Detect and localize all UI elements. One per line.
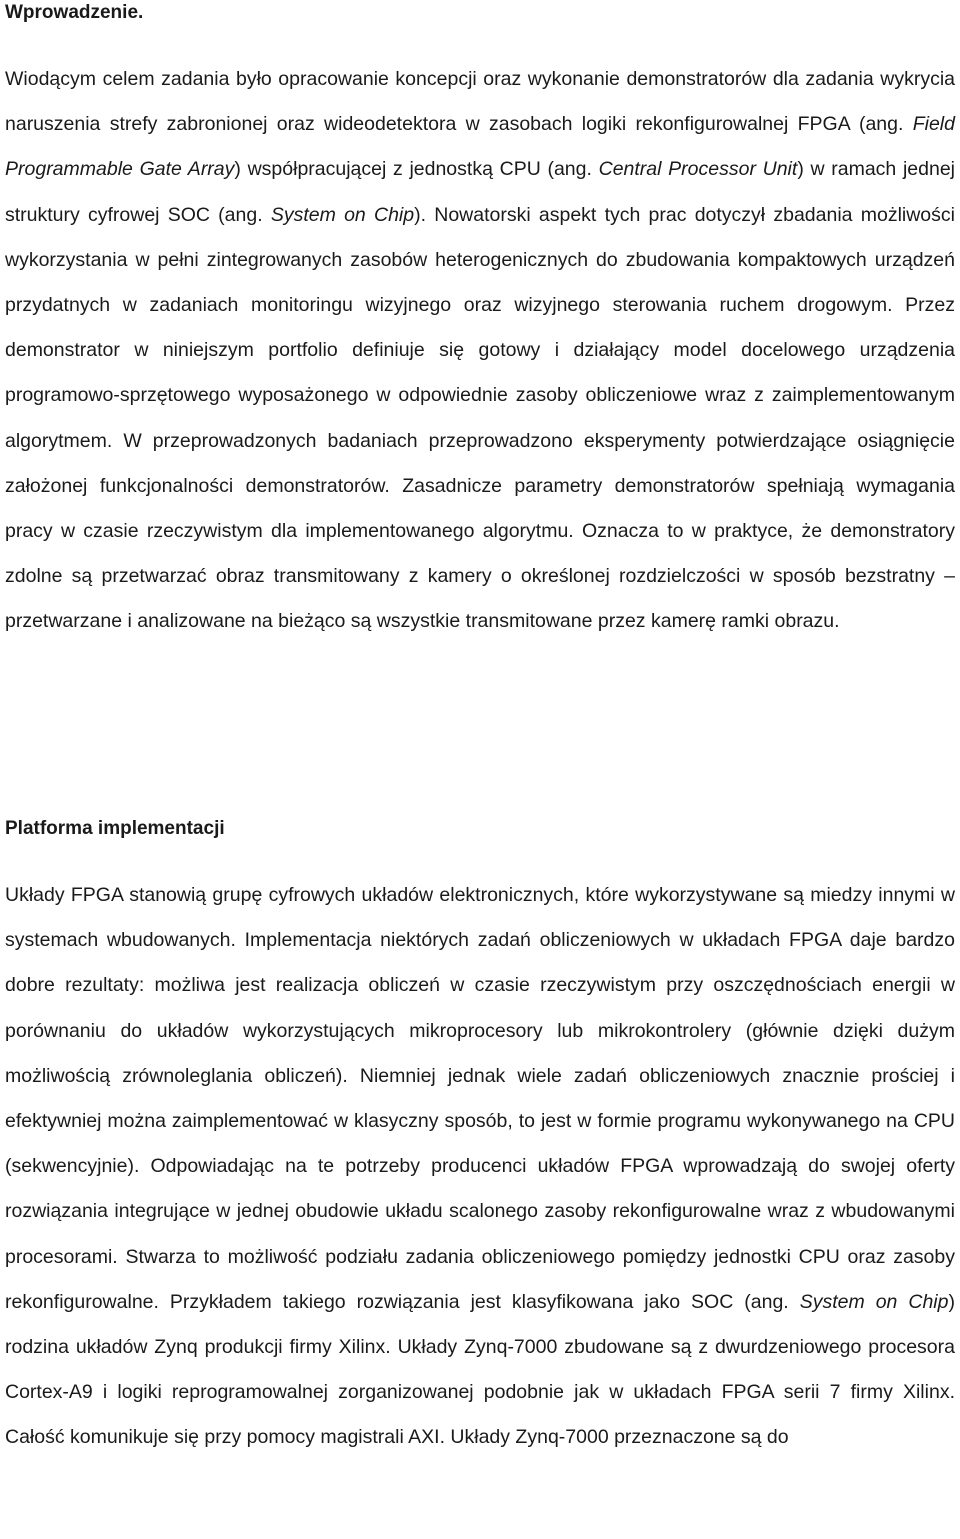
intro-paragraph bbox=[5, 57, 955, 645]
intro-term-fpga: Field Programmable Gate Array bbox=[5, 113, 955, 181]
section-heading-intro: Wprowadzenie. bbox=[5, 2, 144, 23]
platform-paragraph bbox=[5, 873, 955, 1461]
platform-text-1: Układy FPGA stanowią grupę cyfrowych układów elektronicznych, które wykorzystywane są miedzy innymi w systemach wbudowanych. Implementacja niektórych zadań obliczeniowych w układach FPGA daje bardzo dobre rezultaty: możliwa jest realizacja obliczeń w czasie rzeczywistym przy oszczędnościach energii w porównaniu do układów wykorzystujących mikroprocesory lub mikrokontrolery (głównie dzięki dużym możliwością zrównoleglania obliczeń). Niemniej jednak wiele zadań obliczeniowych znacznie prościej i efektywniej można zaimplementować w klasyczny sposób, to jest w formie programu wykonywanego na CPU (sekwencyjnie). Odpowiadając na te potrzeby producenci układów FPGA wprowadzają do swojej oferty rozwiązania integrujące w jednej obudowie układu scalonego zasoby rekonfigurowalne wraz z wbudowanymi procesorami. Stwarza to możliwość podziału zadania obliczeniowego pomiędzy jednostki CPU oraz zasoby rekonfigurowalne. Przykładem takiego rozwiązania jest klasyfikowana jako SOC (ang. bbox=[5, 884, 955, 1313]
intro-text-4: ). Nowatorski aspekt tych prac dotyczył zbadania możliwości wykorzystania w pełni zintegrowanych zasobów heterogenicznych do zbudowania kompaktowych urządzeń przydatnych w zadaniach monitoringu wizyjnego oraz wizyjnego sterowania ruchem drogowym. Przez demonstrator w niniejszym portfolio definiuje się gotowy i działający model docelowego urządzenia programowo-sprzętowego wyposażonego w odpowiednie zasoby obliczeniowe wraz z zaimplementowanym algorytmem. W przeprowadzonych badaniach przeprowadzono eksperymenty potwierdzające osiągnięcie założonej funkcjonalności demonstratorów. Zasadnicze parametry demonstratorów spełniają wymagania pracy w czasie rzeczywistym dla implementowanego algorytmu. Oznacza to w praktyce, że demonstratory zdolne są przetwarzać obraz transmitowany z kamery o określonej rozdzielczości w sposób bezstratny – przetwarzane i analizowane na bieżąco są wszystkie transmitowane przez kamerę ramki obrazu. bbox=[5, 203, 955, 633]
section-heading-platform: Platforma implementacji bbox=[5, 818, 225, 839]
intro-text-2: ) współpracującej z jednostką CPU (ang. bbox=[234, 158, 599, 181]
intro-text-1: Wiodącym celem zadania było opracowanie koncepcji oraz wykonanie demonstratorów dla zadania wykrycia naruszenia strefy zabronionej oraz wideodetektora w zasobach logiki rekonfigurowalnej FPGA (ang. bbox=[5, 68, 955, 136]
platform-text-2: ) rodzina układów Zynq produkcji firmy Xilinx. Układy Zynq-7000 zbudowane są z dwurdzeniowego procesora Cortex-A9 i logiki reprogramowalnej zorganizowanej podobnie jak w układach FPGA serii 7 firmy Xilinx. Całość komunikuje się przy pomocy magistrali AXI. Układy Zynq-7000 przeznaczone są do bbox=[5, 1290, 955, 1449]
intro-term-cpu: Central Processor Unit bbox=[598, 158, 798, 181]
intro-text-3: ) w ramach jednej struktury cyfrowej SOC (ang. bbox=[5, 158, 956, 226]
intro-term-soc: System on Chip bbox=[270, 203, 415, 226]
platform-term-soc: System on Chip bbox=[799, 1290, 949, 1313]
